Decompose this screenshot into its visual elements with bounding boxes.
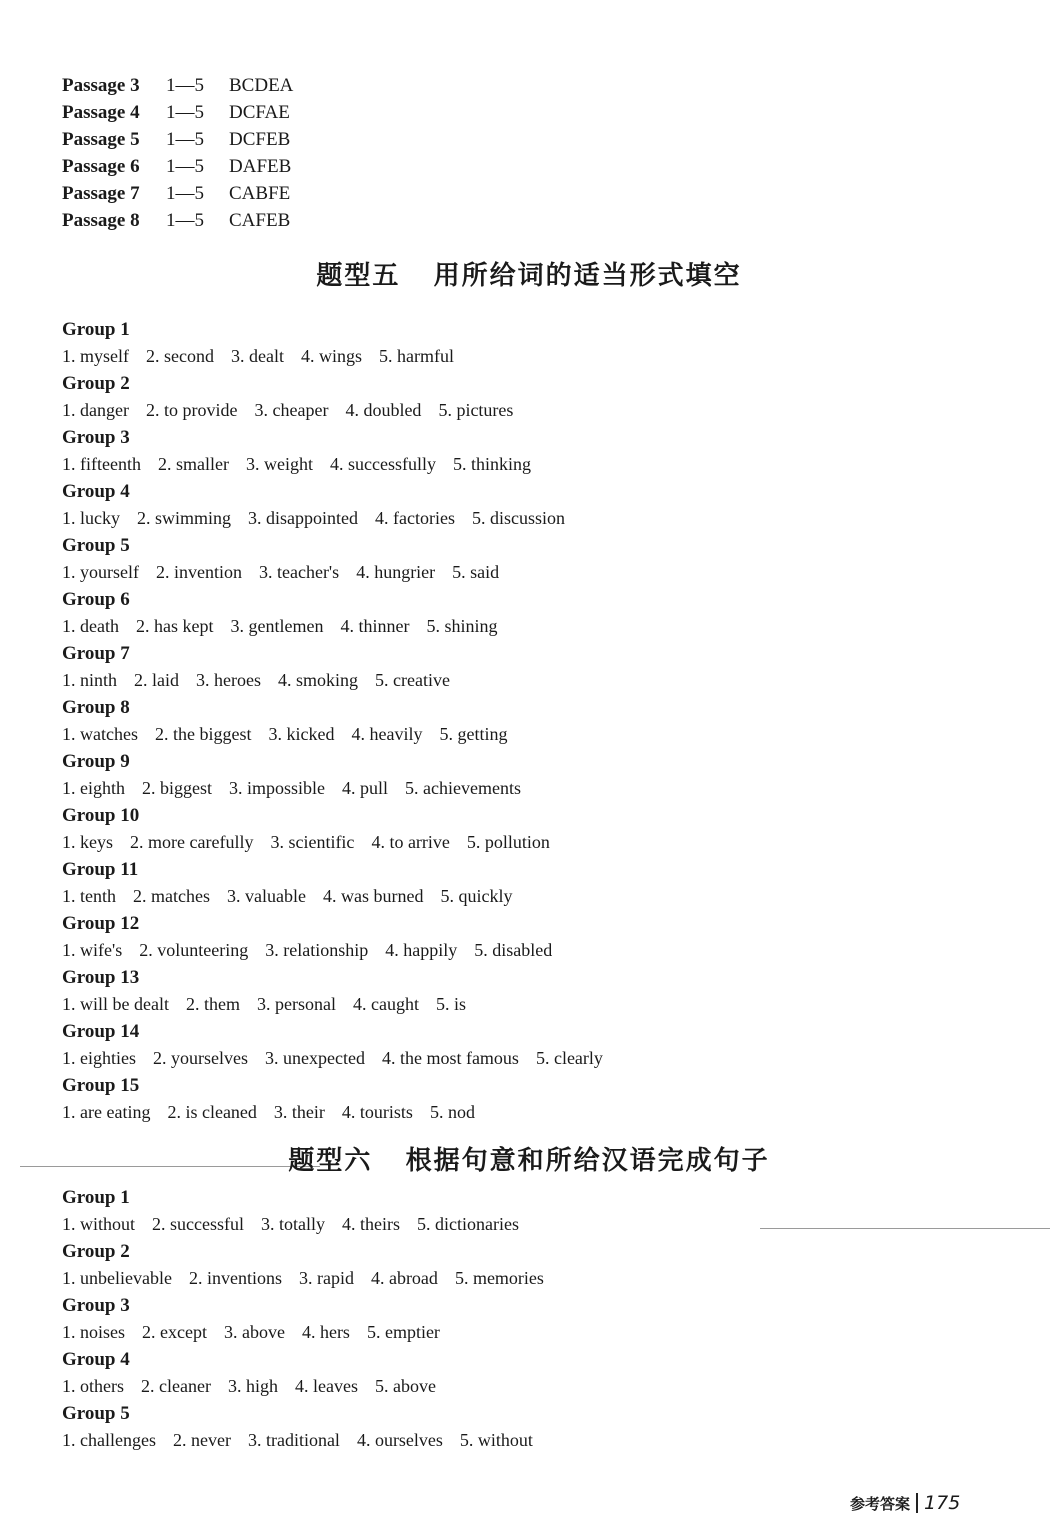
- passage-label: Passage 4: [62, 102, 140, 123]
- answer-item: 4. caught: [352, 994, 419, 1014]
- group-answers: [62, 883, 620, 910]
- answer-item: 5. dictionaries: [417, 1214, 519, 1234]
- group-title: Group 7: [62, 643, 130, 664]
- answer-item: 3. heroes: [196, 670, 261, 690]
- answer-item: 4. thinner: [340, 616, 410, 636]
- passage-range: 1—5: [166, 102, 204, 123]
- group-answers: [62, 775, 620, 802]
- group-answers: [62, 721, 620, 748]
- answer-item: 4. factories: [375, 508, 455, 528]
- answer-item: 4. hers: [301, 1322, 350, 1342]
- answer-item: 2. matches: [133, 886, 210, 906]
- answer-item: 3. totally: [261, 1214, 325, 1234]
- answer-group: [62, 478, 620, 532]
- answer-item: 4. heavily: [351, 724, 423, 744]
- answer-item: 5. nod: [429, 1102, 475, 1122]
- answer-item: 2. cleaner: [141, 1376, 211, 1396]
- answer-item: 4. was burned: [322, 886, 424, 906]
- answer-group: [62, 748, 620, 802]
- answer-item: 5. said: [452, 562, 500, 582]
- section-five-title: 题型五 用所给词的适当形式填空: [316, 261, 742, 291]
- answer-item: 2. successful: [152, 1214, 244, 1234]
- group-title: Group 3: [62, 1295, 130, 1316]
- answer-item: 2. second: [146, 346, 214, 366]
- answer-item: 5. quickly: [440, 886, 513, 906]
- answer-item: 4. doubled: [345, 400, 422, 420]
- answer-group: [62, 640, 620, 694]
- answer-item: 5. getting: [439, 724, 508, 744]
- answer-item: 3. rapid: [298, 1268, 354, 1288]
- answer-item: 4. to arrive: [371, 832, 450, 852]
- answer-item: 1. eighth: [62, 778, 125, 798]
- answer-group: [62, 1018, 620, 1072]
- group-title: Group 2: [62, 1241, 130, 1262]
- group-answers: [62, 1265, 561, 1292]
- answer-item: 2. has kept: [135, 616, 214, 636]
- scan-line: [760, 1228, 1050, 1229]
- section-five-groups: [62, 316, 620, 1126]
- answer-item: 4. successfully: [329, 454, 436, 474]
- group-title: Group 5: [62, 535, 130, 556]
- answer-item: 4. hungrier: [356, 562, 436, 582]
- answer-item: 4. abroad: [370, 1268, 438, 1288]
- answer-item: 4. leaves: [294, 1376, 358, 1396]
- answer-item: 5. without: [459, 1430, 533, 1450]
- group-title: Group 4: [62, 481, 130, 502]
- passage-row: [62, 153, 293, 180]
- passage-label: Passage 6: [62, 156, 140, 177]
- answer-group: [62, 1238, 561, 1292]
- passage-answers: CAFEB: [229, 210, 291, 231]
- answer-item: 2. them: [185, 994, 240, 1014]
- answer-item: 1. unbelievable: [62, 1268, 172, 1288]
- passage-answers: DCFEB: [229, 129, 291, 150]
- answer-item: 2. volunteering: [139, 940, 249, 960]
- answer-item: 3. disappointed: [248, 508, 359, 528]
- answer-item: 2. smaller: [157, 454, 229, 474]
- answer-item: 4. ourselves: [356, 1430, 443, 1450]
- answer-item: 4. wings: [300, 346, 362, 366]
- footer-label: 参考答案: [850, 1494, 911, 1513]
- answer-item: 3. high: [227, 1376, 278, 1396]
- answer-group: [62, 370, 620, 424]
- answer-item: 3. unexpected: [264, 1048, 365, 1068]
- answer-item: 1. death: [62, 616, 119, 636]
- answer-item: 4. the most famous: [381, 1048, 519, 1068]
- passage-row: [62, 99, 293, 126]
- group-title: Group 10: [62, 805, 140, 826]
- group-answers: [62, 397, 620, 424]
- passage-label: Passage 3: [62, 75, 140, 96]
- group-answers: [62, 667, 620, 694]
- answer-item: 5. disabled: [474, 940, 553, 960]
- page-number: 175: [924, 1492, 961, 1514]
- answer-group: [62, 1292, 561, 1346]
- answer-item: 5. shining: [426, 616, 498, 636]
- passage-range: 1—5: [166, 183, 204, 204]
- answer-item: 3. dealt: [230, 346, 284, 366]
- answer-item: 1. keys: [62, 832, 113, 852]
- passage-answer-list: [62, 72, 293, 234]
- answer-group: [62, 856, 620, 910]
- group-answers: [62, 613, 620, 640]
- answer-group: [62, 532, 620, 586]
- answer-item: 1. lucky: [62, 508, 120, 528]
- group-title: Group 9: [62, 751, 130, 772]
- answer-item: 1. watches: [62, 724, 138, 744]
- answer-item: 2. swimming: [137, 508, 232, 528]
- answer-item: 5. pollution: [466, 832, 550, 852]
- group-title: Group 13: [62, 967, 140, 988]
- answer-group: [62, 802, 620, 856]
- answer-item: 3. relationship: [265, 940, 369, 960]
- answer-item: 3. kicked: [268, 724, 335, 744]
- answer-item: 5. creative: [375, 670, 450, 690]
- answer-item: 3. traditional: [247, 1430, 340, 1450]
- group-title: Group 15: [62, 1075, 140, 1096]
- answer-item: 1. myself: [62, 346, 129, 366]
- group-answers: [62, 451, 620, 478]
- answer-item: 1. fifteenth: [62, 454, 141, 474]
- answer-group: [62, 1184, 561, 1238]
- group-title: Group 1: [62, 319, 130, 340]
- answer-group: [62, 694, 620, 748]
- answer-item: 2. except: [142, 1322, 207, 1342]
- passage-label: Passage 8: [62, 210, 140, 231]
- passage-row: [62, 207, 293, 234]
- group-title: Group 8: [62, 697, 130, 718]
- group-title: Group 6: [62, 589, 130, 610]
- answer-item: 1. without: [62, 1214, 136, 1234]
- group-title: Group 2: [62, 373, 130, 394]
- group-title: Group 1: [62, 1187, 130, 1208]
- footer-divider: [916, 1493, 918, 1513]
- answer-item: 1. are eating: [62, 1102, 151, 1122]
- passage-row: [62, 126, 293, 153]
- answer-item: 3. scientific: [270, 832, 355, 852]
- group-answers: [62, 1427, 561, 1454]
- answer-item: 2. the biggest: [154, 724, 252, 744]
- answer-item: 3. teacher's: [258, 562, 340, 582]
- answer-item: 2. to provide: [145, 400, 238, 420]
- group-answers: [62, 1319, 561, 1346]
- answer-item: 2. never: [172, 1430, 231, 1450]
- answer-item: 5. is: [435, 994, 466, 1014]
- answer-item: 4. happily: [385, 940, 458, 960]
- answer-group: [62, 586, 620, 640]
- group-answers: [62, 1211, 561, 1238]
- group-answers: [62, 505, 620, 532]
- answer-item: 1. danger: [62, 400, 129, 420]
- passage-answers: BCDEA: [229, 75, 294, 96]
- answer-group: [62, 1072, 620, 1126]
- passage-row: [62, 72, 293, 99]
- passage-answers: DAFEB: [229, 156, 292, 177]
- passage-range: 1—5: [166, 75, 204, 96]
- answer-item: 4. theirs: [342, 1214, 400, 1234]
- answer-item: 1. tenth: [62, 886, 116, 906]
- passage-answers: CABFE: [229, 183, 291, 204]
- answer-item: 1. yourself: [62, 562, 139, 582]
- passage-answers: DCFAE: [229, 102, 290, 123]
- answer-item: 1. noises: [62, 1322, 125, 1342]
- group-answers: [62, 343, 620, 370]
- answer-item: 1. wife's: [62, 940, 123, 960]
- answer-item: 2. invention: [155, 562, 242, 582]
- answer-item: 5. achievements: [405, 778, 521, 798]
- group-title: Group 4: [62, 1349, 130, 1370]
- group-answers: [62, 559, 620, 586]
- group-answers: [62, 829, 620, 856]
- group-title: Group 12: [62, 913, 140, 934]
- answer-item: 4. pull: [342, 778, 389, 798]
- passage-range: 1—5: [166, 210, 204, 231]
- group-answers: [62, 1099, 620, 1126]
- answer-item: 2. biggest: [142, 778, 212, 798]
- answer-group: [62, 316, 620, 370]
- group-answers: [62, 1373, 561, 1400]
- answer-item: 5. pictures: [438, 400, 514, 420]
- answer-item: 4. smoking: [278, 670, 359, 690]
- passage-label: Passage 7: [62, 183, 140, 204]
- answer-group: [62, 964, 620, 1018]
- answer-item: 3. impossible: [229, 778, 326, 798]
- section-six-title: 题型六 根据句意和所给汉语完成句子: [288, 1146, 770, 1176]
- answer-item: 4. tourists: [341, 1102, 413, 1122]
- passage-range: 1—5: [166, 129, 204, 150]
- group-title: Group 14: [62, 1021, 140, 1042]
- answer-item: 2. laid: [134, 670, 180, 690]
- group-answers: [62, 937, 620, 964]
- answer-group: [62, 910, 620, 964]
- answer-item: 1. ninth: [62, 670, 118, 690]
- answer-item: 2. inventions: [188, 1268, 282, 1288]
- answer-item: 5. clearly: [535, 1048, 603, 1068]
- answer-item: 3. their: [273, 1102, 325, 1122]
- answer-item: 3. cheaper: [254, 400, 329, 420]
- answer-item: 3. gentlemen: [230, 616, 324, 636]
- answer-item: 1. will be dealt: [62, 994, 169, 1014]
- passage-range: 1—5: [166, 156, 204, 177]
- answer-item: 1. others: [62, 1376, 124, 1396]
- answer-item: 3. valuable: [226, 886, 306, 906]
- answer-item: 2. is cleaned: [167, 1102, 257, 1122]
- answer-item: 3. personal: [256, 994, 336, 1014]
- page-footer: [850, 1492, 960, 1514]
- group-answers: [62, 991, 620, 1018]
- group-title: Group 5: [62, 1403, 130, 1424]
- group-title: Group 11: [62, 859, 139, 880]
- answer-item: 5. above: [374, 1376, 436, 1396]
- answer-group: [62, 1346, 561, 1400]
- group-answers: [62, 1045, 620, 1072]
- answer-item: 2. more carefully: [130, 832, 254, 852]
- answer-item: 1. challenges: [62, 1430, 156, 1450]
- section-six-groups: [62, 1184, 561, 1454]
- answer-item: 3. weight: [245, 454, 313, 474]
- answer-item: 2. yourselves: [153, 1048, 248, 1068]
- passage-row: [62, 180, 293, 207]
- answer-item: 5. discussion: [471, 508, 565, 528]
- answer-item: 5. emptier: [366, 1322, 440, 1342]
- answer-item: 5. harmful: [378, 346, 454, 366]
- answer-item: 1. eighties: [62, 1048, 136, 1068]
- answer-group: [62, 1400, 561, 1454]
- answer-item: 5. thinking: [452, 454, 531, 474]
- passage-label: Passage 5: [62, 129, 140, 150]
- answer-group: [62, 424, 620, 478]
- group-title: Group 3: [62, 427, 130, 448]
- answer-item: 5. memories: [454, 1268, 544, 1288]
- answer-item: 3. above: [223, 1322, 285, 1342]
